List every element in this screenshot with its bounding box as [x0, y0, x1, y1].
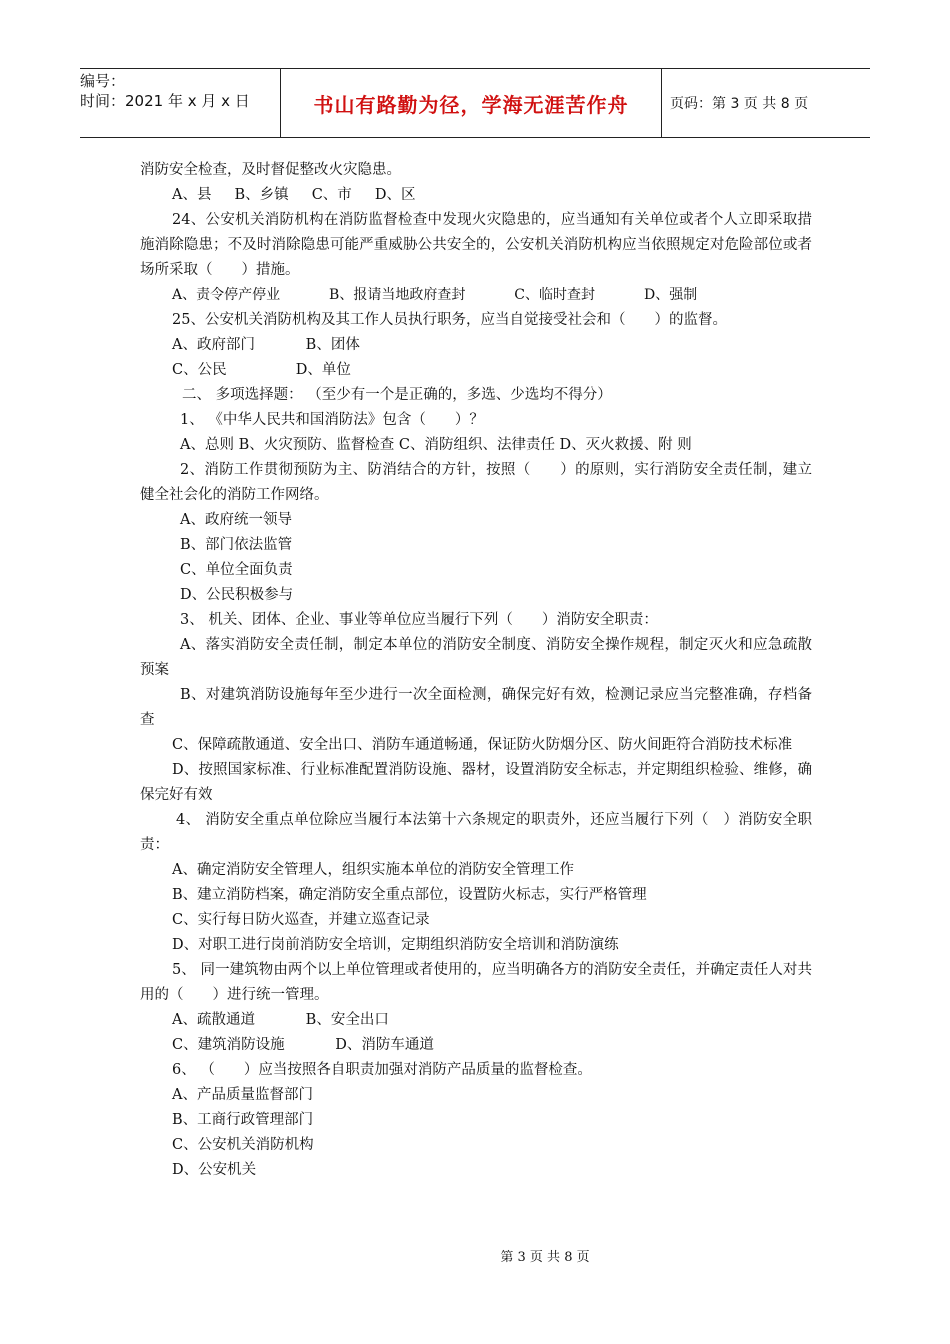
option-line: C、保障疏散通道、安全出口、消防车通道畅通，保证防火防烟分区、防火间距符合消防技术标准 — [172, 737, 793, 753]
question-3: 3、 机关、团体、企业、事业等单位应当履行下列（ ）消防安全职责： — [180, 612, 658, 628]
question-2: 2、消防工作贯彻预防为主、防消结合的方针，按照（ ）的原则，实行消防安全责任制，建立健全社会化的消防工作网络。 — [140, 462, 812, 503]
option-line: A、疏散通道 B、安全出口 — [172, 1012, 389, 1028]
section-heading: 二、 多项选择题： （至少有一个是正确的，多选、少选均不得分） — [182, 387, 612, 403]
text-line: 消防安全检查，及时督促整改火灾隐患。 — [140, 162, 401, 178]
option-line: C、公安机关消防机构 — [172, 1137, 314, 1153]
option-line: D、对职工进行岗前消防安全培训，定期组织消防安全培训和消防演练 — [172, 937, 619, 953]
page-header — [80, 68, 870, 138]
option-line: A、落实消防安全责任制，制定本单位的消防安全制度、消防安全操作规程，制定灭火和应急疏散预案 — [140, 637, 812, 678]
document-body — [140, 158, 812, 1183]
document-code-label: 编号： — [80, 72, 126, 90]
option-line: B、建立消防档案，确定消防安全重点部位，设置防火标志，实行严格管理 — [172, 887, 647, 903]
option-line: B、部门依法监管 — [180, 537, 293, 553]
option-line: A、政府部门 B、团体 — [172, 337, 360, 353]
option-line: C、实行每日防火巡查，并建立巡查记录 — [172, 912, 430, 928]
question-4: 4、 消防安全重点单位除应当履行本法第十六条规定的职责外，还应当履行下列（ ）消防安全职责： — [140, 812, 812, 853]
question-5: 5、 同一建筑物由两个以上单位管理或者使用的，应当明确各方的消防安全责任，并确定责任人对共用的（ ）进行统一管理。 — [140, 962, 812, 1003]
option-line: B、工商行政管理部门 — [172, 1112, 314, 1128]
option-line: A、责令停产停业 B、报请当地政府查封 C、临时查封 D、强制 — [172, 287, 698, 303]
option-line: A、确定消防安全管理人，组织实施本单位的消防安全管理工作 — [172, 862, 574, 878]
option-line: D、公民积极参与 — [180, 587, 294, 603]
option-line: A、总则 B、火灾预防、监督检查 C、消防组织、法律责任 D、灭火救援、附 则 — [180, 437, 692, 453]
header-page-info: 页码：第 3 页 共 8 页 — [670, 96, 809, 112]
option-line: B、对建筑消防设施每年至少进行一次全面检测，确保完好有效，检测记录应当完整准确，存档备查 — [140, 687, 812, 728]
question-24: 24、公安机关消防机构在消防监督检查中发现火灾隐患的，应当通知有关单位或者个人立即采取措施消除隐患；不及时消除隐患可能严重威胁公共安全的，公安机关消防机构应当依照规定对危险部位或者场所采取（ ）措施。 — [140, 212, 812, 278]
option-line: C、建筑消防设施 D、消防车通道 — [172, 1037, 434, 1053]
option-line: D、按照国家标准、行业标准配置消防设施、器材，设置消防安全标志，并定期组织检验、维修，确保完好有效 — [140, 762, 812, 803]
question-6: 6、 （ ）应当按照各自职责加强对消防产品质量的监督检查。 — [172, 1062, 592, 1078]
document-date: 时间：2021 年 x 月 x 日 — [80, 92, 250, 110]
option-line: C、单位全面负责 — [180, 562, 293, 578]
option-line: A、政府统一领导 — [180, 512, 292, 528]
option-line: A、县 B、乡镇 C、市 D、区 — [172, 187, 416, 203]
option-line: A、产品质量监督部门 — [172, 1087, 313, 1103]
header-motto: 书山有路勤为径，学海无涯苦作舟 — [281, 69, 662, 137]
question-25: 25、公安机关消防机构及其工作人员执行职务，应当自觉接受社会和（ ）的监督。 — [172, 312, 727, 328]
page-footer: 第 3 页 共 8 页 — [500, 1250, 590, 1265]
option-line: C、公民 D、单位 — [172, 362, 351, 378]
question-1: 1、 《中华人民共和国消防法》包含（ ）？ — [180, 412, 484, 428]
option-line: D、公安机关 — [172, 1162, 257, 1178]
header-meta — [80, 69, 281, 137]
